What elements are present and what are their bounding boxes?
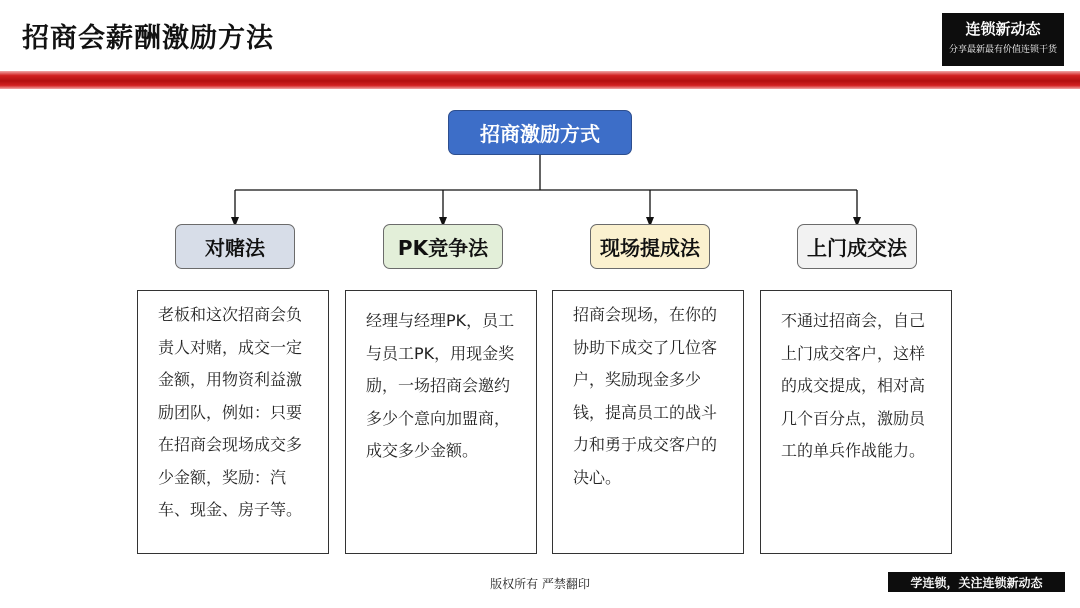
page-title: 招商会薪酬激励方法 — [22, 23, 274, 54]
brand-slogan: 分享最新最有价值连锁干货 — [948, 45, 1057, 55]
root-node: 招商激励方式 — [448, 110, 632, 155]
category-node-onsite: 现场提成法 — [590, 224, 710, 269]
footer-slogan: 学连锁，关注连锁新动态 — [888, 572, 1065, 592]
brand-name: 连锁新动态 — [965, 20, 1041, 38]
description-box-onsite: 招商会现场，在你的协助下成交了几位客户，奖励现金多少钱，提高员工的战斗力和勇于成交客户的决心。 — [552, 290, 744, 554]
category-node-bet: 对赌法 — [175, 224, 295, 269]
description-box-pk: 经理与经理PK，员工与员工PK，用现金奖励，一场招商会邀约多少个意向加盟商，成交多少金额。 — [345, 290, 537, 554]
copyright-notice: 版权所有 严禁翻印 — [490, 577, 590, 591]
description-box-bet: 老板和这次招商会负责人对赌，成交一定金额，用物资利益激励团队，例如：只要在招商会现场成交多少金额，奖励：汽车、现金、房子等。 — [137, 290, 329, 554]
category-node-pk: PK竞争法 — [383, 224, 503, 269]
category-node-door-to-door: 上门成交法 — [797, 224, 917, 269]
description-box-door-to-door: 不通过招商会，自己上门成交客户，这样的成交提成，相对高几个百分点，激励员工的单兵作战能力。 — [760, 290, 952, 554]
